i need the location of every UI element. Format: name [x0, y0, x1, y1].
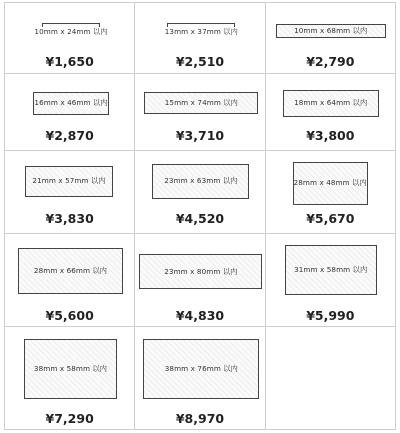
size-sample	[276, 24, 386, 38]
size-price-grid	[4, 2, 396, 430]
size-label: 21mm x 57mm 以内	[32, 176, 106, 186]
empty-cell	[266, 327, 396, 430]
size-label: 31mm x 58mm 以内	[294, 265, 368, 275]
price-label: ¥1,650	[45, 54, 94, 69]
size-option-7[interactable]	[5, 151, 135, 235]
size-option-2[interactable]	[135, 3, 265, 74]
size-sample	[33, 92, 109, 115]
size-label: 38mm x 58mm 以内	[33, 364, 108, 374]
size-sample	[34, 23, 108, 41]
size-option-8[interactable]	[135, 151, 265, 235]
size-sample	[25, 166, 113, 197]
size-option-14[interactable]	[135, 327, 265, 430]
size-label: 10mm x 68mm 以内	[294, 26, 368, 35]
size-option-9[interactable]	[266, 151, 396, 235]
price-label: ¥4,520	[175, 210, 225, 226]
size-sample	[18, 248, 123, 294]
size-sample	[285, 245, 377, 295]
size-label: 16mm x 46mm 以内	[34, 98, 108, 108]
size-label: 28mm x 66mm 以内	[33, 266, 108, 276]
size-label: 28mm x 48mm 以内	[293, 178, 367, 188]
size-label: 13mm x 37mm 以内	[164, 27, 238, 36]
price-label: ¥2,510	[175, 54, 225, 69]
size-label: 38mm x 76mm 以内	[164, 364, 238, 374]
price-label: ¥3,830	[45, 210, 94, 226]
price-label: ¥4,830	[175, 308, 225, 324]
size-sample	[164, 23, 238, 41]
price-label: ¥3,800	[306, 127, 355, 143]
size-sample	[293, 162, 368, 205]
size-sample	[139, 254, 262, 289]
price-label: ¥5,990	[306, 308, 355, 324]
price-label: ¥2,790	[306, 54, 355, 69]
size-label: 15mm x 74mm 以内	[164, 97, 238, 107]
size-sample	[143, 339, 259, 399]
size-option-12[interactable]	[266, 234, 396, 327]
size-option-5[interactable]	[135, 74, 265, 151]
price-label: ¥3,710	[175, 127, 225, 143]
size-option-1[interactable]	[5, 3, 135, 74]
size-option-3[interactable]	[266, 3, 396, 74]
size-label: 23mm x 80mm 以内	[164, 266, 238, 276]
price-label: ¥5,670	[306, 210, 355, 226]
size-sample	[24, 339, 117, 399]
price-label: ¥8,970	[175, 411, 225, 427]
size-option-13[interactable]	[5, 327, 135, 430]
size-label: 10mm x 24mm 以内	[34, 27, 108, 36]
price-label: ¥2,870	[45, 127, 94, 143]
size-option-6[interactable]	[266, 74, 396, 151]
size-sample	[152, 164, 249, 199]
price-label: ¥7,290	[45, 411, 94, 427]
size-sample	[283, 90, 379, 117]
size-option-10[interactable]	[5, 234, 135, 327]
size-label: 18mm x 64mm 以内	[294, 98, 368, 108]
size-option-4[interactable]	[5, 74, 135, 151]
size-option-11[interactable]	[135, 234, 265, 327]
size-label: 23mm x 63mm 以内	[164, 176, 238, 186]
size-sample	[144, 92, 258, 114]
price-label: ¥5,600	[45, 308, 94, 324]
